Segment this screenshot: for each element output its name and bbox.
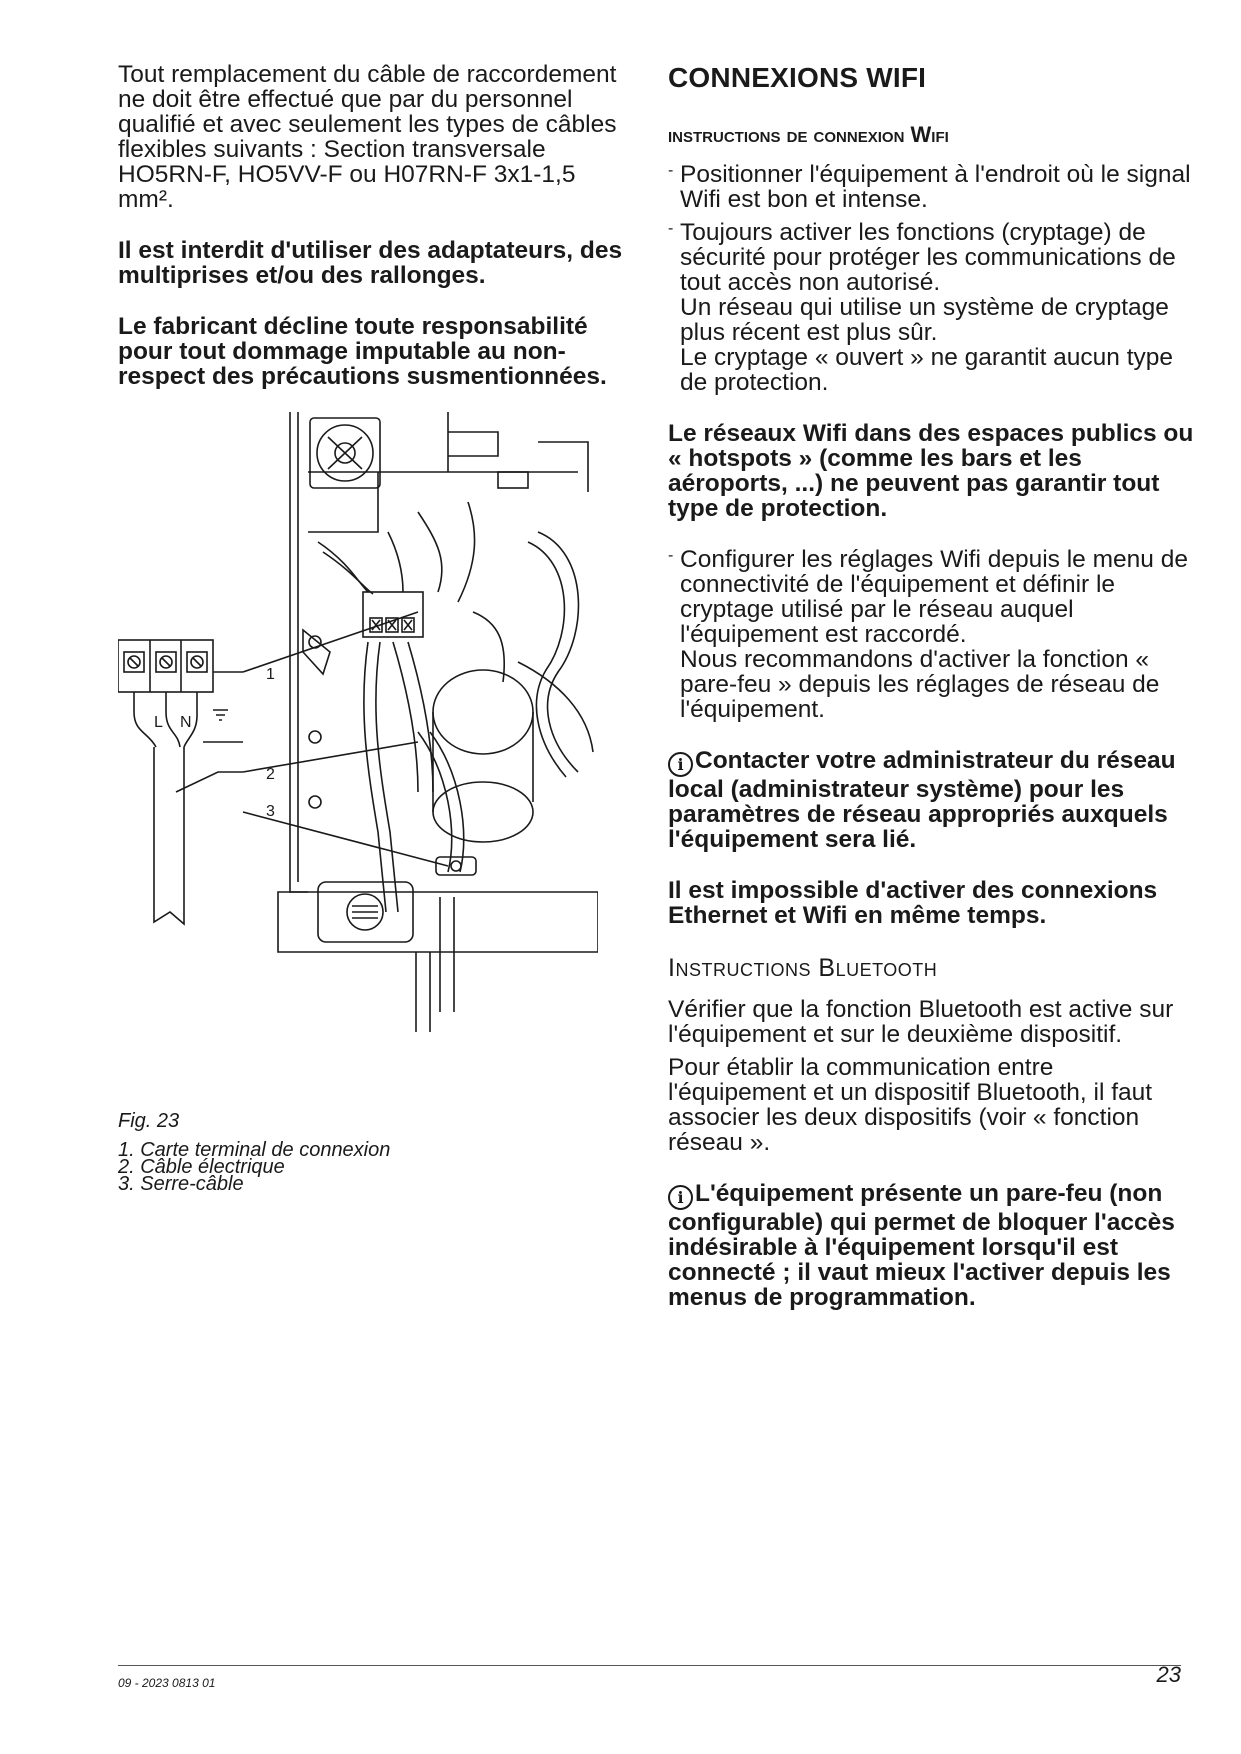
firewall-info	[668, 1181, 1198, 1310]
legend-item: 2. Câble électrique	[118, 1156, 285, 1178]
bluetooth-subtitle: Instructions Bluetooth	[668, 954, 938, 982]
list-item	[668, 547, 1198, 722]
live-label: L	[154, 714, 163, 731]
info-icon: i	[668, 1185, 693, 1210]
bluetooth-pair-text: Pour établir la communication entre l'équipement et un dispositif Bluetooth, il faut associer les deux dispositifs (voir « fonction réseau ».	[668, 1054, 1153, 1156]
info-icon: i	[668, 752, 693, 777]
neutral-label: N	[180, 714, 192, 731]
bullet-dash: -	[668, 547, 674, 564]
document-code: 09 - 2023 0813 01	[118, 1676, 216, 1690]
figure-caption: Fig. 23	[118, 1110, 180, 1132]
page-number: 23	[1156, 1662, 1181, 1687]
figure-legend	[118, 1139, 391, 1195]
list-item-text: Positionner l'équipement à l'endroit où le signal Wifi est bon et intense.	[680, 161, 1191, 213]
list-item-text: Nous recommandons d'activer la fonction « pare-feu » depuis les réglages de réseau de l'équipement.	[680, 646, 1160, 723]
list-item-text: Le cryptage « ouvert » ne garantit aucun type de protection.	[680, 344, 1174, 396]
wiring-illustration	[118, 412, 598, 1032]
legend-item: 1. Carte terminal de connexion	[118, 1139, 391, 1161]
list-item-text: Toujours activer les fonctions (cryptage) de sécurité pour protéger les communications de tout accès non autorisé.	[680, 219, 1176, 296]
list-item	[668, 162, 1198, 212]
admin-info	[668, 748, 1198, 852]
callout-1: 1	[266, 666, 275, 683]
liability-warning: Le fabricant décline toute responsabilité pour tout dommage imputable au non-respect des précautions susmentionnées.	[118, 313, 607, 390]
bullet-dash: -	[668, 220, 674, 237]
bullet-dash: -	[668, 162, 674, 179]
wifi-subtitle: instructions de connexion Wifi	[668, 122, 949, 147]
list-item-text: Configurer les réglages Wifi depuis le menu de connectivité de l'équipement et définir le cryptage utilisé par le réseau auquel l'équipement est raccordé.	[680, 546, 1188, 648]
left-column	[118, 62, 638, 389]
legend-item: 3. Serre-câble	[118, 1173, 244, 1195]
callout-3: 3	[266, 803, 275, 820]
hotspot-warning: Le réseaux Wifi dans des espaces publics ou « hotspots » (comme les bars et les aéroports, ...) ne peuvent pas garantir tout type de protection.	[668, 420, 1194, 522]
bluetooth-check-text: Vérifier que la fonction Bluetooth est active sur l'équipement et sur le deuxième dispositif.	[668, 996, 1174, 1048]
ethernet-wifi-warning: Il est impossible d'activer des connexions Ethernet et Wifi en même temps.	[668, 877, 1158, 929]
admin-info-text: Contacter votre administrateur du réseau local (administrateur système) pour les paramètres de réseau appropriés auxquels l'équipement sera lié.	[668, 747, 1176, 853]
list-item-text: Un réseau qui utilise un système de cryptage plus récent est plus sûr.	[680, 294, 1169, 346]
section-title: CONNEXIONS WIFI	[668, 62, 927, 93]
firewall-info-text: L'équipement présente un pare-feu (non configurable) qui permet de bloquer l'accès indésirable à l'équipement lorsqu'il est connecté ; il vaut mieux l'activer depuis les menus de programmation.	[668, 1180, 1175, 1311]
footer-divider	[118, 1665, 1181, 1666]
cable-replacement-text: Tout remplacement du câble de raccordement ne doit être effectué que par du personnel qualifié et avec seulement les types de câbles flexibles suivants : Section transversale HO5RN-F, HO5VV-F ou H07RN-F 3x1-1,5 mm².	[118, 61, 617, 213]
list-item	[668, 220, 1198, 395]
callout-2: 2	[266, 766, 275, 783]
adapter-warning: Il est interdit d'utiliser des adaptateurs, des multiprises et/ou des rallonges.	[118, 237, 623, 289]
right-column	[668, 62, 1198, 1310]
